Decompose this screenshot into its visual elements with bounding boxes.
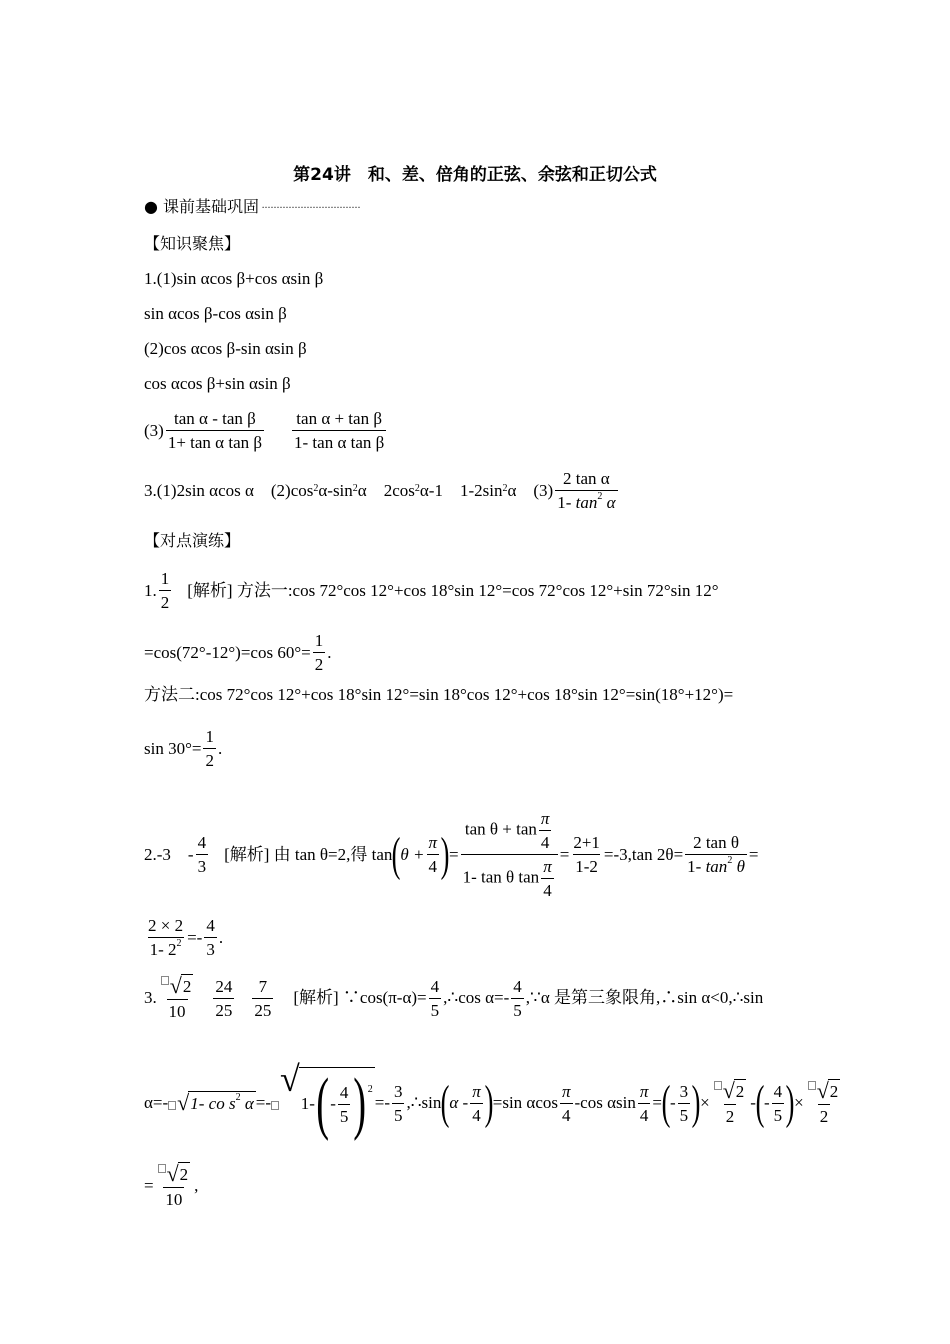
answer-fraction: $\frac{24}{25}$ xyxy=(215,976,233,1020)
theta-term: θ + xyxy=(400,844,425,864)
knowledge-line-1: 1.(1)sin αcos β+cos αsin β xyxy=(144,269,324,288)
problem-3-line-1: 3. √ 2 10 $\frac{24}{25}$ $\frac{7}{25}$ [解析] ∵cos(π-α)= $\frac{4}{5}$ ,∴cos α=- $\frac{4}{5}$ ,∵α 是第三象限角,∴sin α<0,∴sin xyxy=(144,973,764,1022)
result-fraction: $\frac{1}{2}$ xyxy=(205,727,214,770)
problem-1-line-3: 方法二:cos 72°cos 12°+cos 18°sin 12°=sin 18°cos 12°+cos 18°sin 12°=sin(18°+12°)= xyxy=(144,685,734,704)
text-segment: α (3) xyxy=(507,480,554,500)
section-dots: ································· xyxy=(261,200,360,214)
knowledge-line-4: cos αcos β+sin αsin β xyxy=(144,374,291,393)
result-fraction-root: √ 2 10 xyxy=(156,1162,193,1210)
solution-text: =cos(72°-12°)=cos 60°= xyxy=(144,642,311,662)
fraction-denominator: 1- $\tan^2 \alpha$ xyxy=(557,491,616,512)
problem-number: 1. xyxy=(144,580,157,600)
k5-prefix: (3) xyxy=(144,420,164,440)
fraction-numerator: tan α + tan β xyxy=(296,409,382,428)
heading-practice: 【对点演练】 xyxy=(144,531,241,550)
knowledge-line-3: (2)cos αcos β-sin αsin β xyxy=(144,339,307,358)
solution-text: [解析] 由 tan θ=2,得 tan xyxy=(224,844,393,864)
solution-text: sin 30°= xyxy=(144,738,202,758)
fraction-numerator: 2 tan α xyxy=(563,469,610,488)
result-fraction: $\frac{1}{2}$ xyxy=(314,631,324,674)
knowledge-line-2: sin αcos β-cos αsin β xyxy=(144,304,287,323)
text-segment: α-sin xyxy=(318,480,353,500)
solution-text: [解析] 方法一:cos 72°cos 12°+cos 18°sin 12°=cos 72°cos 12°+sin 72°sin 12° xyxy=(187,580,719,600)
solution-text: ,∵α 是第三象限角,∴sin α<0,∴sin xyxy=(525,988,764,1008)
double-angle-tan-formula xyxy=(555,468,617,513)
answer-fraction: $\frac{7}{25}$ xyxy=(254,976,272,1020)
text-segment: α 2cos xyxy=(357,480,415,500)
problem-1-line-1 xyxy=(144,568,719,613)
sqrt-expression: √ 1- ( - $\frac{4}{5}$ ) $^2$ xyxy=(280,1059,373,1142)
page-title: 第24讲 和、差、倍角的正弦、余弦和正切公式 xyxy=(293,165,657,185)
problem-1-line-4: sin 30°= $\frac{1}{2}$ . xyxy=(144,727,223,770)
problem-3-line-2: α=- √ 1- co $s^2$ α =- √ 1- ( - $\frac{4}{5}$ ) $^2$ =- $\frac{3}{5}$ ,∴sin ( α - $\frac{\pi}{4}$ ) =sin αcos $\frac{\pi}{4}$ -cos αsin $\frac{\pi}{4}$ = ( - $\frac{3}{5}$ ) × √ 2 2 - ( - $\frac{4}{5}$ ) × √ 2 2 xyxy=(144,1059,839,1142)
numeric-fraction: $\frac{2+1}{1-2}$ xyxy=(573,833,600,876)
fraction-denominator: 1- tan α tan β xyxy=(292,430,386,453)
sqrt-expression: √ 1- co $s^2$ α xyxy=(177,1090,254,1115)
problem-1-line-2: =cos(72°-12°)=cos 60°= $\frac{1}{2}$ . xyxy=(144,631,332,674)
problem-3-line-3: = √ 2 10 , xyxy=(144,1161,199,1210)
left-paren: ( xyxy=(392,827,401,881)
knowledge-line-6: 3.(1)2sin αcos α (2)cos $^2$ α-sin $^2$ α 2cos $^2$ α-1 1-2sin $^2$ α (3) $\frac{\text{2 tan α}}{1- \tan^2 \alpha}$ xyxy=(144,469,616,512)
section-header xyxy=(144,196,360,218)
section-label: ● 课前基础巩固 xyxy=(144,197,260,216)
problem-number: 2.-3 - xyxy=(144,844,194,864)
text-segment: α-1 1-2sin xyxy=(419,480,503,500)
tan-diff-formula xyxy=(166,408,264,453)
text-segment: 3.(1)2sin αcos α (2)cos xyxy=(144,480,314,500)
problem-2-line-2: $\frac{2 \times 2}{1- 2^2}$ =- $\frac{4}{3}$ . xyxy=(148,916,224,959)
answer-fraction: $\frac{4}{3}$ xyxy=(197,833,207,876)
problem-number: 3. xyxy=(144,988,157,1008)
tan-sum-formula xyxy=(292,408,386,453)
numeric-fraction: $\frac{2 \times 2}{1- 2^2}$ xyxy=(148,916,184,959)
heading-knowledge: 【知识聚焦】 xyxy=(144,234,241,253)
knowledge-line-5 xyxy=(144,408,388,453)
fraction-denominator: 1+ tan α tan β xyxy=(166,430,264,453)
problem-2-line-1: 2.-3 - $\frac{4}{3}$ [解析] 由 tan θ=2,得 tan ( θ + $\frac{\pi}{4}$ ) = tan θ + tan $\frac{\pi}{4}$ 1- tan θ tan $\frac{\pi}{4}$ = $\frac{2+1}{1-2}$ =-3,tan 2θ= $\frac{\text{2 tan θ}}{1- \tan^2 \theta}$ = xyxy=(144,809,759,900)
fraction-numerator: tan α - tan β xyxy=(174,409,256,428)
solution-text: [解析] ∵cos(π-α)= xyxy=(293,988,427,1008)
answer-fraction: $\frac{1}{2}$ xyxy=(160,569,170,612)
tan-double-formula: $\frac{\text{2 tan θ}}{1- \tan^2 \theta}$ xyxy=(687,833,745,876)
pi-over-four: $\frac{\pi}{4}$ xyxy=(428,833,438,876)
result-fraction: $\frac{4}{3}$ xyxy=(206,916,215,959)
answer-fraction-root: √ 2 10 xyxy=(159,974,196,1022)
tan-sum-expansion: tan θ + tan $\frac{\pi}{4}$ 1- tan θ tan $\frac{\pi}{4}$ xyxy=(461,808,558,901)
solution-text: =-3,tan 2θ= xyxy=(603,844,684,864)
right-paren: ) xyxy=(440,827,450,881)
